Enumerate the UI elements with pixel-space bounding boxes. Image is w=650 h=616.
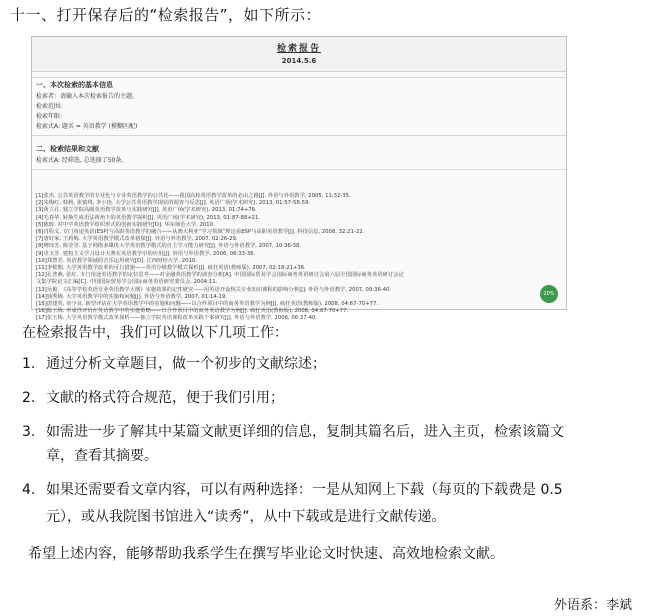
item-continuation: 章，查看其摘要。	[46, 448, 158, 464]
step-heading: 十一、打开保存后的“检索报告”，如下所示：	[10, 6, 322, 24]
report-section-results: 二、检索结果和文献	[36, 145, 99, 153]
item-text: 通过分析文章题目，做一个初步的文献综述；	[46, 356, 326, 372]
reference-item: [15]唐建英, 章少良. 新型评估在大学英语教学中的实施和问题——以合作项目中的商务英语教学为例[J]. 疯狂英语(教师版), 2008, 04:67-70+77.	[36, 301, 379, 308]
reference-item: [7]唐好家, 王莉梅. 大学英语教学模式改革初探[J]. 外语与外语教学, 2007, 02:26-29.	[36, 236, 238, 243]
report-intro-line: 检索者：请输入本次检索报告的主题。	[36, 93, 139, 100]
reference-item: [6]肖程义. 专门用途英语(ESP)与高职英语教学的融合——从澳大利亚“学习领域”理论看ESP与高职英语教学[J]. 科技信息, 2008, 32:21-22.	[36, 229, 365, 236]
report-section-basic-info: 一、本次检索的基本信息	[36, 81, 113, 89]
reference-item: [11]李攸朝. 大学英语教学改革的可行措施——英语分级教学模式探析[J]. 疯狂英语(教师版), 2007, 02:18-21+36.	[36, 265, 306, 272]
divider	[32, 77, 566, 78]
item-number: 3.	[22, 424, 36, 440]
list-item	[22, 479, 563, 499]
item-number: 2.	[22, 390, 36, 406]
item-text: 如需进一步了解其中某篇文献更详细的信息，复制其篇名后，进入主页，检索该篇文	[46, 424, 564, 440]
closing-text: 希望上述内容，能够帮助我系学生在撰写毕业论文时快速、高效地检索文献。	[28, 546, 504, 562]
report-summary: 检索式A: 经筛选, 总选择了50条。	[36, 157, 128, 164]
report-field-query: 检索式A: 题名 = 英语教学 (模糊匹配)	[36, 123, 138, 130]
item-number: 1.	[22, 356, 36, 372]
item-text: 如果还需要看文章内容，可以有两种选择：一是从知网上下载（每页的下载费是 0.5	[46, 482, 563, 498]
reference-item: [17]张玉梅. 大学英语教学模式改革探析——独立学院英语课程改革实践个案研究[J]. 外语与外语教学, 2006, 06:37-40.	[36, 315, 317, 322]
report-field-scope: 检索范围:	[36, 103, 63, 110]
report-field-years: 检索年限:	[36, 113, 63, 120]
reference-item: [10]郑慧芳. 英语教学领域的音乐运用研究[D]. 江西财经大学, 2010.	[36, 257, 197, 264]
reference-item: [14]钱秀梅. 大学英语教学中的实施和问题[J]. 外语与外语教学, 2007, 01:14-19.	[36, 293, 227, 300]
divider	[32, 135, 566, 136]
reference-item: [3]黄立孔. 独立学院高级英语教学改革与实践研究[J]. 英语广场(学术研究), 2013, 01:74+76.	[36, 207, 257, 214]
item-number: 4.	[22, 482, 36, 498]
reference-item: [4]毛春华. 转换生成语法视角下的英语教学探析[J]. 英语广场(学术研究), 2013, 01:87-88+21.	[36, 214, 261, 221]
divider	[32, 169, 566, 170]
progress-badge: 20%	[540, 285, 558, 303]
item-text: 文献的格式符合规范，便于我们引用；	[46, 390, 284, 406]
search-report-screenshot	[31, 36, 567, 322]
list-item	[22, 353, 326, 373]
intro-text: 在检索报告中，我们可以做以下几项工作：	[22, 325, 288, 341]
item-continuation: 元），或从我院图书馆进入“读秀”，从中下载或是进行文献传递。	[46, 509, 446, 525]
reference-item: [16]陈玉梅. 形成性评价在英语教学中的实施策略——以合作项目中的商务英语教学为例[J]. 疯狂英语(教师版), 2008, 04:67-70+77.	[36, 308, 349, 315]
reference-item: [2]朱梅红, 韩莉, 张慎琪, 李小艳. 大学公共英语教学现状的调查与反思[J]. 英语广场(学术研究), 2013, 01:57-58-59.	[36, 200, 311, 207]
report-date: 2014.5.6	[281, 57, 317, 65]
list-item	[22, 387, 284, 407]
reference-item: [8]傅玮芳, 陈莹莹. 基于网络多媒体大学英语教学模式的自主学习能力研究[J]. 外语与外语教学, 2007, 10:36-38.	[36, 243, 302, 250]
reference-item: [1]张杰. 公共英语教学的专业化与专业英语教学的公共化——我国高校英语教学改革的必由之路[J]. 外语与外语教学, 2005, 11:32-35.	[36, 193, 351, 199]
report-title: 检索报告	[276, 44, 321, 54]
reference-item: 文集学院论文汇编[C]. 中国国际贸易学会国际商务英语研究委员会, 2004:11.	[36, 279, 218, 286]
reference-item: [5]陈晖. 对中学英语教学组织形式的创新实践研究[D]. 华东师范大学, 2010.	[36, 221, 215, 228]
list-item	[22, 421, 564, 441]
reference-list	[36, 193, 562, 323]
reference-item: [9]卓玉芳. 建构主义学习设计大赛在英语教学中的应用[J]. 外语与外语教学, 2006, 06:33-36.	[36, 250, 256, 257]
signature: 外语系：李斌	[553, 598, 632, 613]
reference-item: [12]孔普燕, 张红. 专门用途英语教学的定位思考——对金融英语教学的调查分析[A]. 中国国际贸易学会国际商务英语研讨会第六届全国国际商务英语研讨会论	[36, 272, 404, 279]
reference-item: [13]吴俊. 《高等学校英语专业英语教学大纲》实施效果的定性研究——用英语开设相关专业知识课程的影响分析[J]. 外语与外语教学, 2007, 09:36-40.	[36, 286, 392, 293]
report-header	[32, 37, 566, 72]
